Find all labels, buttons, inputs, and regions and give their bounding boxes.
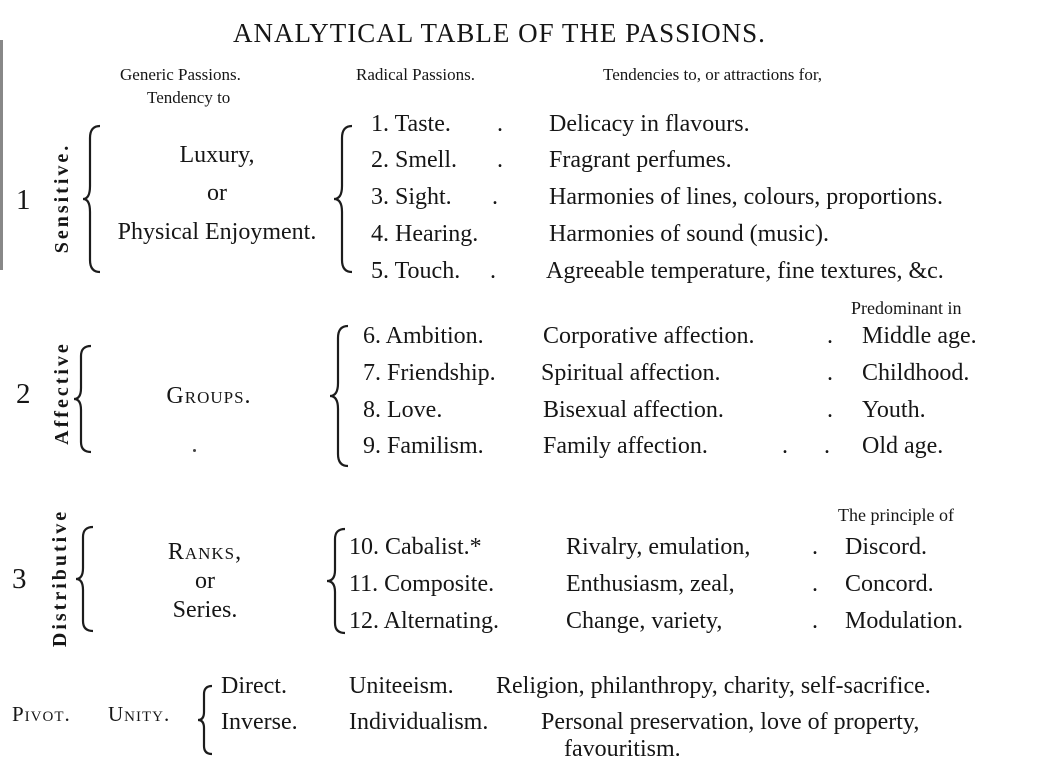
pivot-tendency: Religion, philanthropy, charity, self-sacrifice.: [496, 673, 931, 699]
tendency-text: Corporative affection.: [543, 323, 755, 349]
page-title: ANALYTICAL TABLE OF THE PASSIONS.: [233, 18, 766, 48]
pivot-continuation: favouritism.: [564, 736, 681, 762]
tendency-text: Bisexual affection.: [543, 397, 724, 423]
radical-passion: 11. Composite.: [349, 571, 495, 597]
generic-passion-line: Ranks,: [167, 539, 243, 565]
leader-dots: .: [492, 184, 498, 210]
group-label-affective: Affective: [51, 341, 73, 445]
radical-passion: 9. Familism.: [363, 433, 484, 459]
leader-dots: .: [827, 360, 833, 386]
tendency-text: Delicacy in flavours.: [549, 111, 750, 137]
generic-passion-line: Luxury,: [179, 142, 255, 168]
leader-dots: .: [812, 571, 818, 597]
column-header-principle-of: The principle of: [838, 505, 954, 525]
tendency-text: Family affection.: [543, 433, 708, 459]
radical-passion: 2. Smell.: [371, 147, 458, 173]
radical-passion: 10. Cabalist.*: [349, 534, 482, 560]
group-label-distributive: Distributive: [49, 508, 71, 648]
principle-text: Discord.: [845, 534, 927, 560]
generic-passion-line: Groups.: [166, 383, 252, 409]
predominant-age: Middle age.: [862, 323, 977, 349]
pivot-tendency: Personal preservation, love of property,: [541, 709, 920, 735]
leader-dots: .: [812, 608, 818, 634]
tendency-text: Fragrant perfumes.: [549, 147, 732, 173]
group-number: 1: [16, 184, 31, 216]
radical-passion: 1. Taste.: [371, 111, 451, 137]
group-number: 2: [16, 378, 31, 410]
unity-label: Unity.: [108, 702, 171, 726]
header-generic-passions: Generic Passions.: [120, 65, 241, 84]
pivot-label: Pivot.: [12, 702, 71, 726]
tendency-text: Rivalry, emulation,: [566, 534, 751, 560]
column-header-predominant-in: Predominant in: [851, 298, 962, 318]
principle-text: Concord.: [845, 571, 934, 597]
header-tendencies: Tendencies to, or attractions for,: [603, 65, 823, 84]
predominant-age: Youth.: [862, 397, 926, 423]
leader-dots: .: [827, 397, 833, 423]
pivot-kind: Inverse.: [221, 709, 298, 735]
radical-passion: 12. Alternating.: [349, 608, 499, 634]
tendency-text: Enthusiasm, zeal,: [566, 571, 735, 597]
pivot-name: Uniteeism.: [349, 673, 454, 699]
leader-dots: . .: [782, 433, 830, 459]
generic-passion-line: Series.: [172, 597, 238, 623]
leader-dots: .: [497, 147, 503, 173]
predominant-age: Childhood.: [862, 360, 970, 386]
leader-dots: .: [497, 111, 503, 137]
pivot-kind: Direct.: [221, 673, 287, 699]
radical-brace: [323, 527, 349, 635]
generic-passion-line: or: [207, 180, 227, 206]
radical-passion: 6. Ambition.: [363, 323, 484, 349]
leader-dots: .: [827, 323, 833, 349]
tendency-text: Spiritual affection.: [541, 360, 721, 386]
group-brace: [75, 525, 97, 633]
radical-brace: [330, 124, 356, 274]
header-radical-passions: Radical Passions.: [356, 65, 475, 84]
generic-passion-line: Physical Enjoyment.: [117, 219, 317, 245]
group-label-sensitive: Sensitive.: [51, 142, 73, 254]
group-number: 3: [12, 563, 27, 595]
radical-passion: 4. Hearing.: [371, 221, 479, 247]
radical-passion: 3. Sight.: [371, 184, 452, 210]
tendency-text: Harmonies of sound (music).: [549, 221, 829, 247]
generic-passion-line: or: [195, 568, 215, 594]
tendency-text: Change, variety,: [566, 608, 723, 634]
leader-dots: .: [490, 258, 496, 284]
group-brace: [82, 124, 104, 274]
radical-passion: 8. Love.: [363, 397, 443, 423]
stray-dot: [193, 449, 196, 452]
radical-passion: 5. Touch.: [371, 258, 461, 284]
pivot-name: Individualism.: [349, 709, 489, 735]
page-edge-mark: [0, 40, 3, 270]
predominant-age: Old age.: [862, 433, 944, 459]
tendency-text: Harmonies of lines, colours, proportions.: [549, 184, 943, 210]
leader-dots: .: [812, 534, 818, 560]
header-tendency-to: Tendency to: [147, 88, 231, 107]
principle-text: Modulation.: [845, 608, 963, 634]
radical-brace: [326, 324, 352, 468]
radical-passion: 7. Friendship.: [363, 360, 496, 386]
group-brace: [73, 344, 95, 454]
tendency-text: Agreeable temperature, fine textures, &c.: [546, 258, 944, 284]
pivot-brace: [196, 684, 216, 756]
